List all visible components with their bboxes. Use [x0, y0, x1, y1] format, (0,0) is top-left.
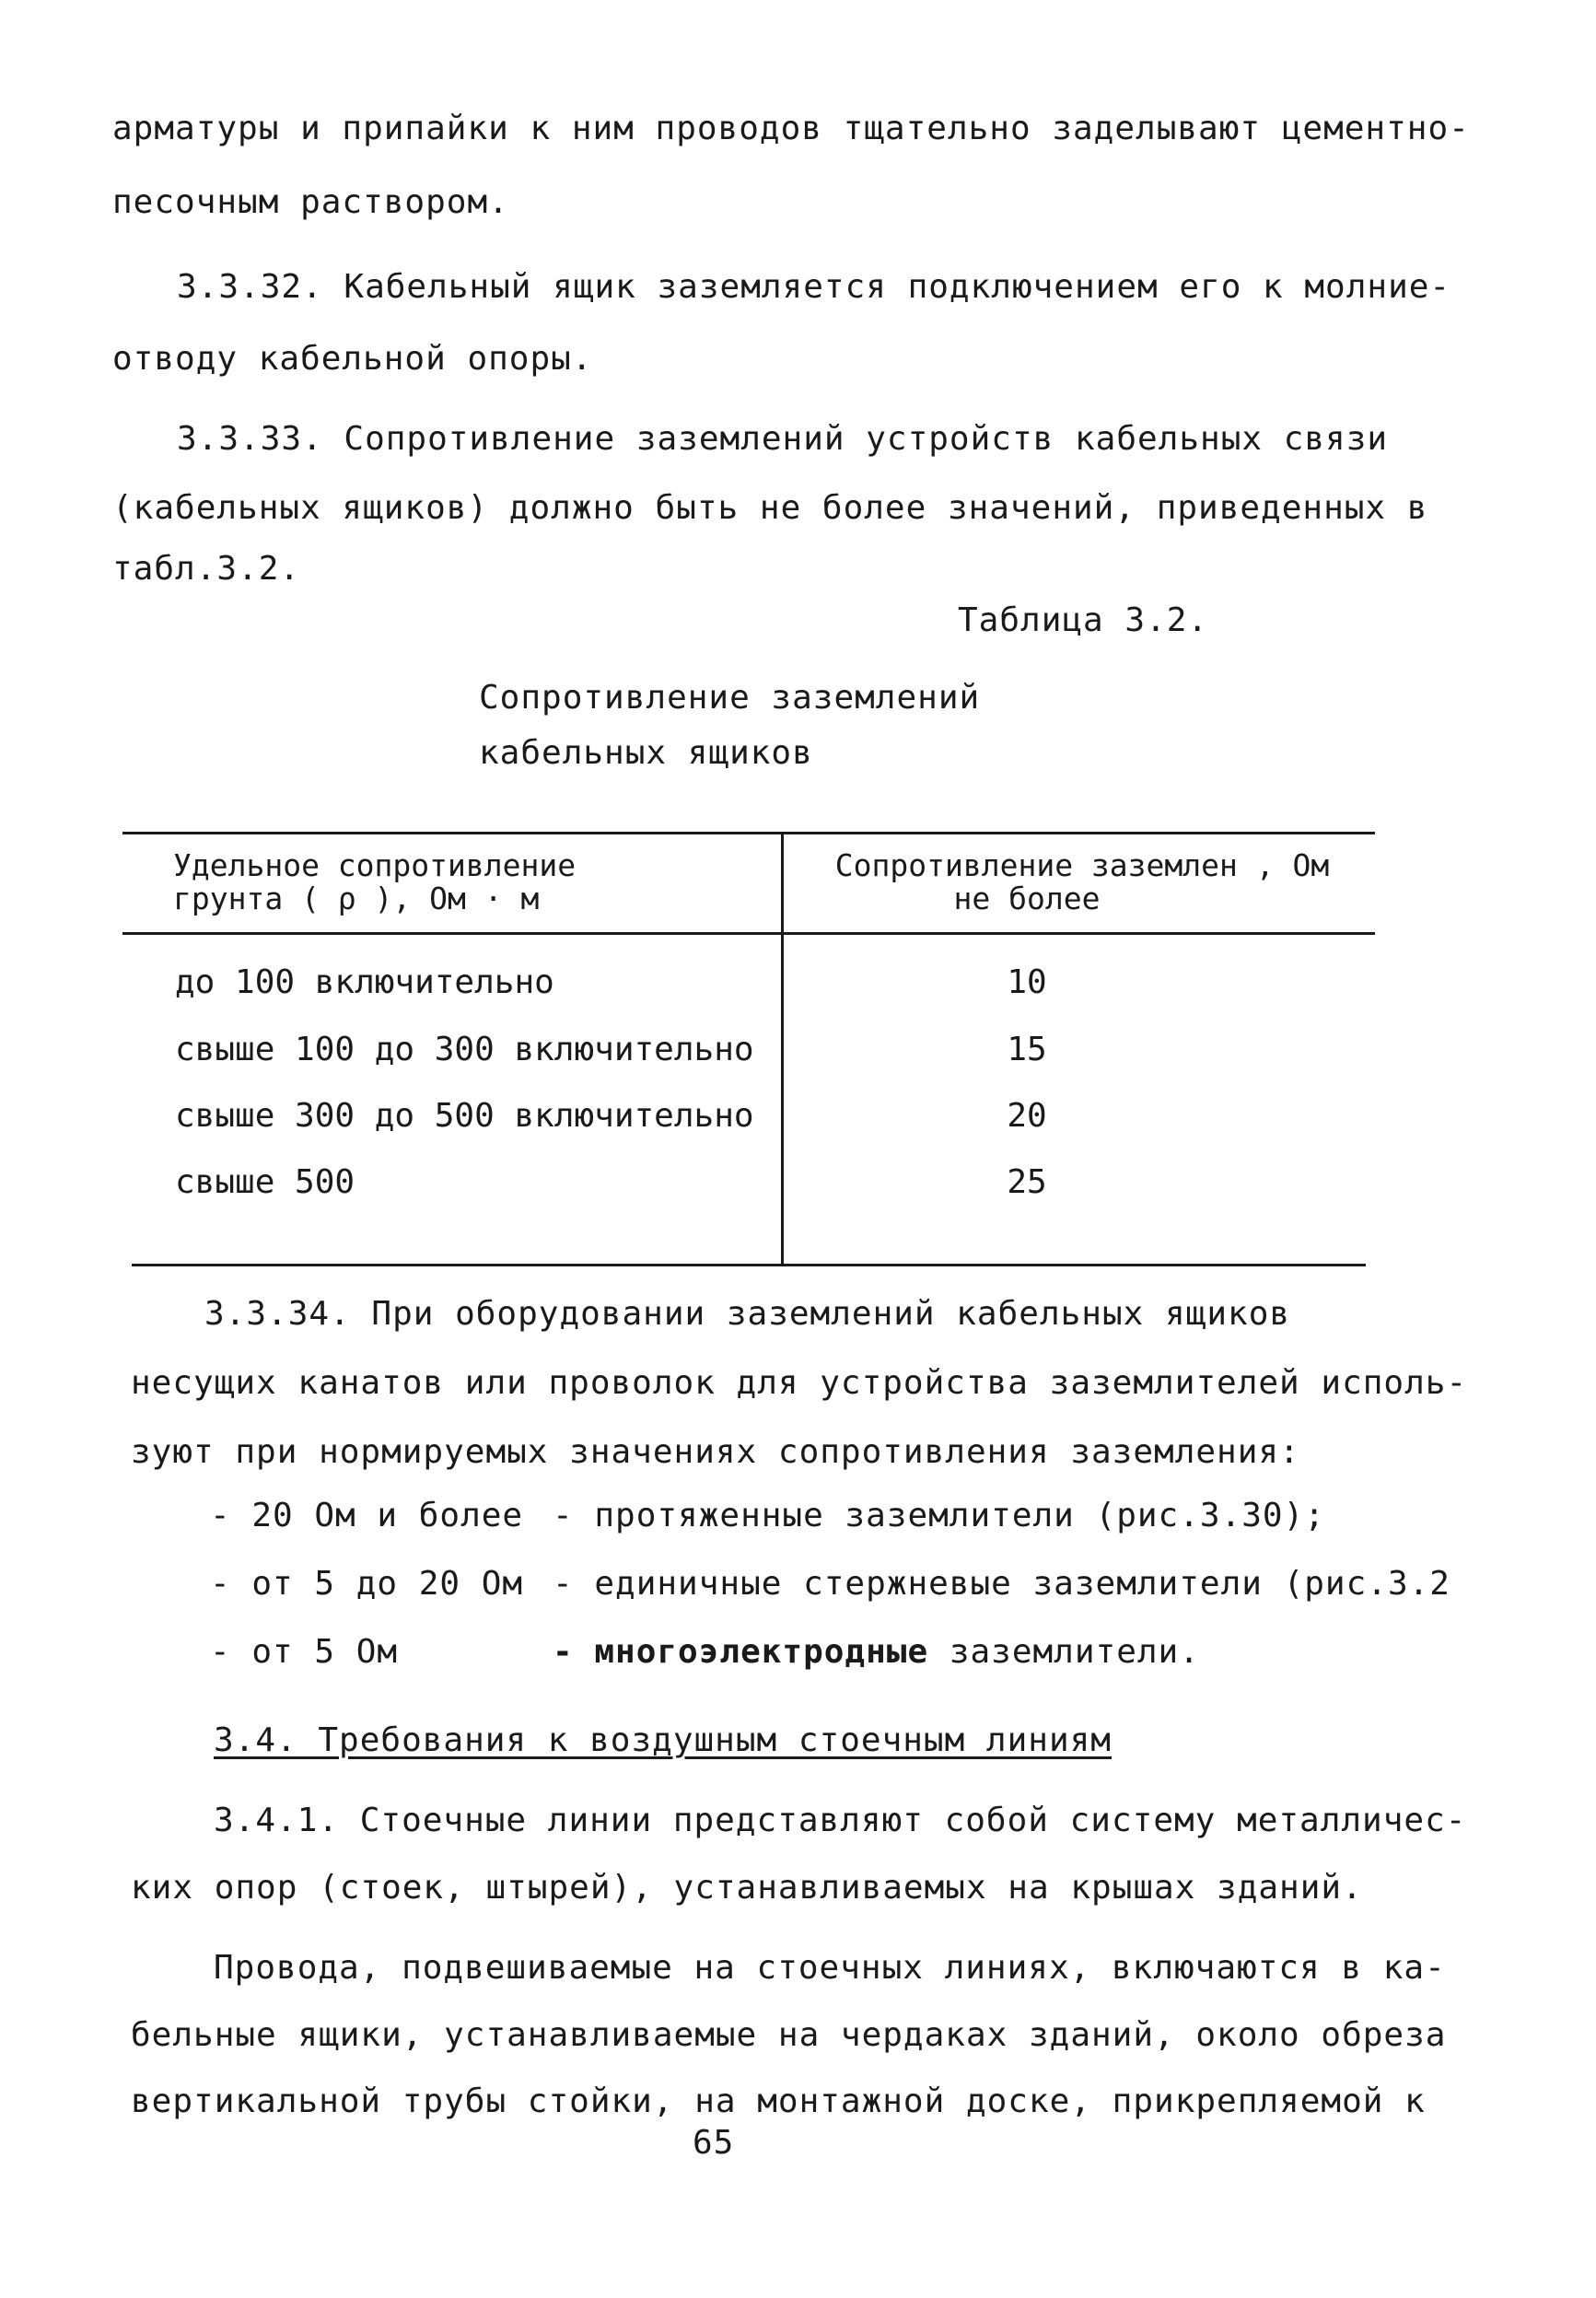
- section-line-1: 3.4.1. Стоечные линии представляют собой систему металличес-: [214, 1802, 1467, 1839]
- row-value: 15: [1007, 1031, 1047, 1068]
- row-range: свыше 500: [175, 1163, 355, 1201]
- table-header-rule: [122, 932, 1375, 935]
- header-left-line-2: грунта ( ρ ), Ом · м: [173, 881, 540, 916]
- list-desc: [553, 1632, 1200, 1672]
- section-line-4: бельные ящики, устанавливаемые на чердаках зданий, около обреза: [131, 2016, 1447, 2054]
- table-title-line-1: Сопротивление заземлений: [479, 679, 981, 717]
- table-column-divider: [781, 832, 784, 1265]
- page-number: 65: [693, 2124, 735, 2162]
- header-right-line-2: не более: [953, 881, 1101, 916]
- text-line-7: табл.3.2.: [112, 550, 301, 588]
- header-left-line-1: Удельное сопротивление: [173, 847, 577, 883]
- table-label: Таблица 3.2.: [958, 601, 1209, 639]
- table-bottom-rule: [132, 1264, 1366, 1266]
- row-value: 25: [1007, 1163, 1047, 1201]
- text-line-1: арматуры и припайки к ним проводов тщательно заделывают цементно-: [112, 110, 1470, 147]
- section-heading: 3.4. Требования к воздушным стоечным линиям: [214, 1721, 1112, 1759]
- list-desc: - протяженные заземлители (рис.3.30);: [553, 1497, 1325, 1534]
- text-line-3: 3.3.32. Кабельный ящик заземляется подключением его к молние-: [177, 268, 1451, 306]
- section-line-2: ких опор (стоек, штырей), устанавливаемых на крышах зданий.: [131, 1869, 1363, 1907]
- text-line-6: (кабельных ящиков) должно быть не более значений, приведенных в: [112, 489, 1428, 527]
- list-desc-bold: - многоэлектродные: [553, 1633, 929, 1671]
- list-range: - 20 Ом и более: [210, 1497, 524, 1534]
- text-line-4: отводу кабельной опоры.: [112, 340, 593, 378]
- row-range: свыше 300 до 500 включительно: [175, 1097, 754, 1135]
- list-desc: - единичные стержневые заземлители (рис.3.2: [553, 1565, 1450, 1603]
- after-line-2: несущих канатов или проволок для устройства заземлителей исполь-: [131, 1364, 1468, 1402]
- text-line-2: песочным раствором.: [112, 183, 509, 221]
- table-top-rule: [122, 832, 1375, 834]
- row-value: 20: [1007, 1097, 1047, 1135]
- section-line-5: вертикальной трубы стойки, на монтажной доске, прикрепляемой к: [131, 2082, 1426, 2120]
- row-range: до 100 включительно: [175, 963, 554, 1001]
- list-range: - от 5 до 20 Ом: [210, 1565, 524, 1603]
- list-desc-rest: заземлители.: [928, 1633, 1200, 1671]
- text-line-5: 3.3.33. Сопротивление заземлений устройств кабельных связи: [177, 420, 1389, 458]
- section-line-3: Провода, подвешиваемые на стоечных линиях, включаются в ка-: [214, 1949, 1446, 1987]
- after-line-3: зуют при нормируемых значениях сопротивления заземления:: [131, 1433, 1300, 1471]
- row-range: свыше 100 до 300 включительно: [175, 1031, 754, 1068]
- table-title-line-2: кабельных ящиков: [479, 734, 813, 772]
- list-range: - от 5 Ом: [210, 1633, 399, 1671]
- after-line-1: 3.3.34. При оборудовании заземлений кабельных ящиков: [204, 1295, 1291, 1333]
- header-right-line-1: Сопротивление заземлен , Ом: [834, 847, 1330, 883]
- row-value: 10: [1007, 963, 1047, 1001]
